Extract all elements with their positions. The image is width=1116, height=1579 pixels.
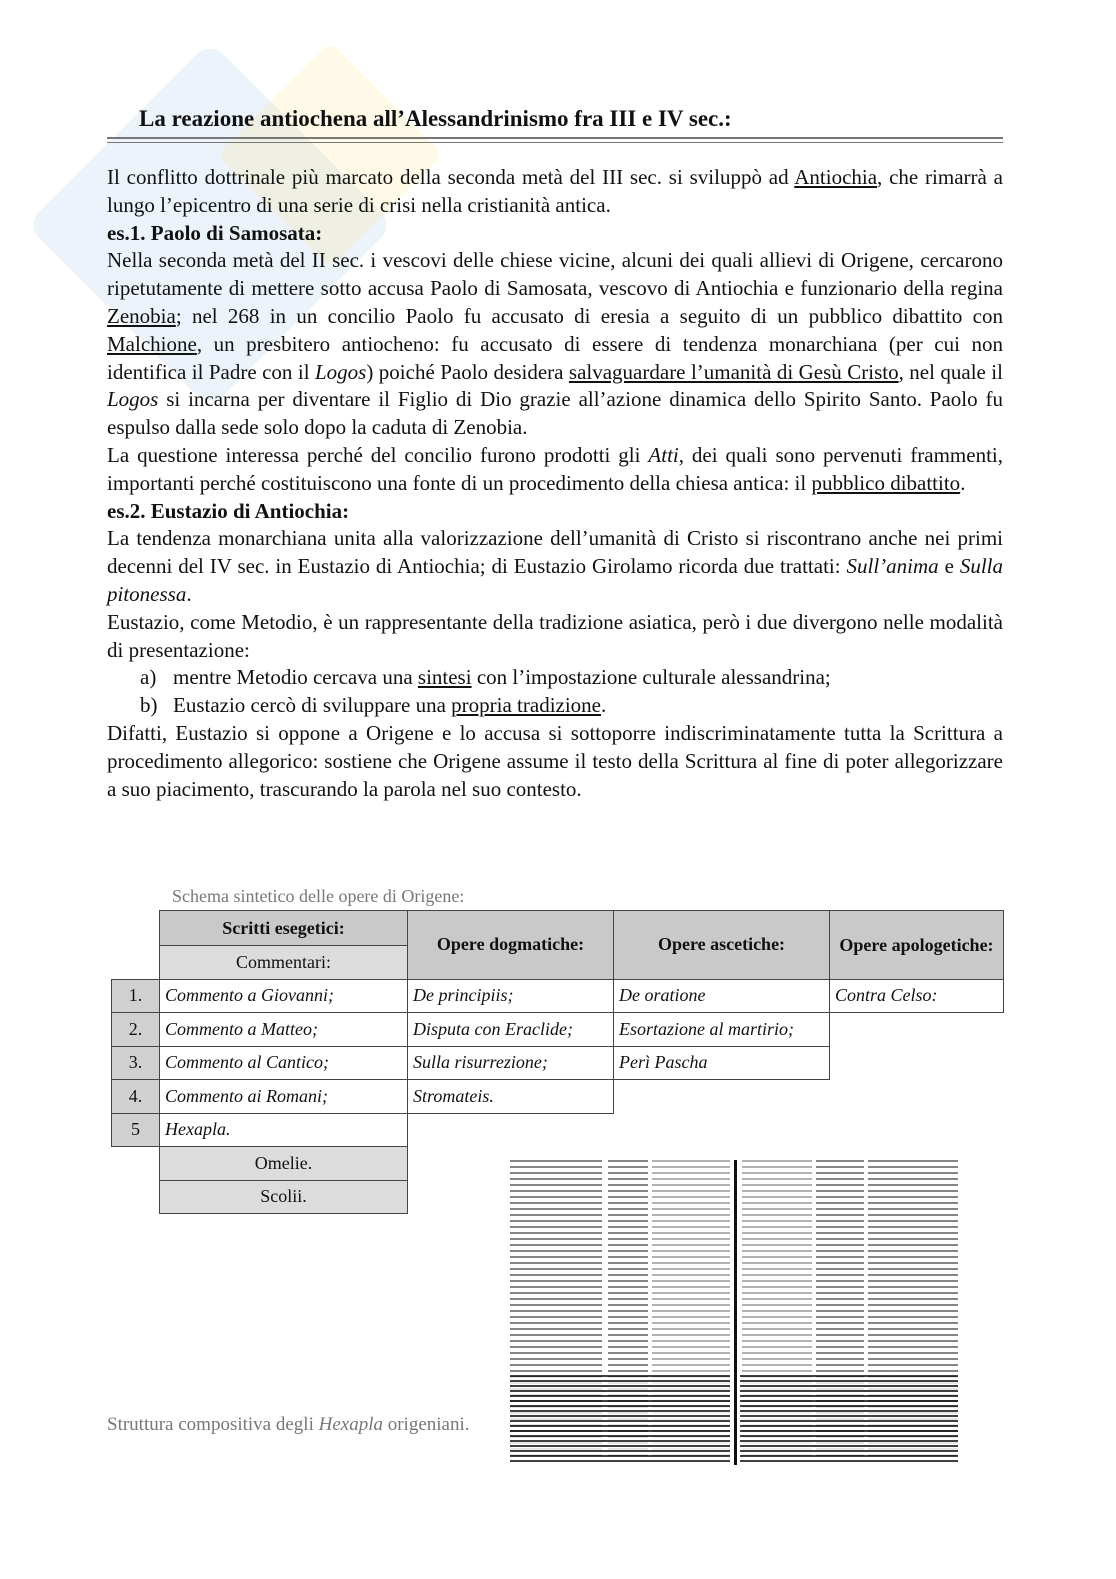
sintesi-link[interactable]: sintesi <box>417 665 472 690</box>
header-apologetic: Opere apologetiche: <box>830 911 1004 980</box>
hexapla-facsimile-image <box>510 1160 958 1465</box>
table-row: 1. Commento a Giovanni; De principiis; De oratione Contra Celso: <box>112 979 1004 1013</box>
malchione-link[interactable]: Malchione <box>107 331 197 356</box>
title-underline <box>107 137 1003 143</box>
propria-tradizione-link[interactable]: propria tradizione <box>451 693 602 718</box>
table-row: 4. Commento ai Romani; Stromateis. <box>112 1080 1004 1114</box>
header-dogmatic: Opere dogmatiche: <box>408 911 614 980</box>
section1-paragraph1: Nella seconda metà del II sec. i vescovi delle chiese vicine, alcuni dei quali allievi di Origene, cercarono ripetutamente di mettere sotto accusa Paolo di Samosata, vescovo di Antiochia e funzionario della regina Zenobia; nel 268 in un concilio Paolo fu accusato di eresia a seguito di un pubblico dibattito con Malchione, un presbitero antiocheno: fu accusato di essere di tendenza monarchiana (per cui non identifica il Padre con il Logos) poiché Paolo desidera salvaguardare l’umanità di Gesù Cristo, nel quale il Logos si incarna per diventare il Figlio di Dio grazie all’azione dinamica dello Spirito Santo. Paolo fu espulso dalla sede solo dopo la caduta di Zenobia. <box>107 248 1003 440</box>
header-exegetical: Scritti esegetici: <box>160 911 408 946</box>
intro-paragraph: Il conflitto dottrinale più marcato della seconda metà del III sec. si sviluppò ad Antiochia, che rimarrà a lungo l’epicentro di una serie di crisi nella cristianità antica. <box>107 165 1003 217</box>
list-item: b) Eustazio cercò di sviluppare una propria tradizione. <box>140 693 607 718</box>
zenobia-link[interactable]: Zenobia <box>107 303 176 328</box>
section1-heading: es.1. Paolo di Samosata: <box>107 220 323 245</box>
section2-paragraph1: La tendenza monarchiana unita alla valorizzazione dell’umanità di Cristo si riscontrano anche nei primi decenni del IV sec. in Eustazio di Antiochia; di Eustazio Girolamo ricorda due trattati: Sull’anima e Sulla pitonessa. <box>107 526 1003 606</box>
header-ascetic: Opere ascetiche: <box>614 911 830 980</box>
table-row-scolii: Scolii. <box>112 1180 1004 1214</box>
document-body <box>107 164 1003 803</box>
section1-paragraph2: La questione interessa perché del concilio furono prodotti gli Atti, dei quali sono pervenuti frammenti, importanti perché costituiscono una fonte di un procedimento della chiesa antica: il pubblico dibattito. <box>107 442 1003 495</box>
table-header-row <box>112 911 1004 946</box>
section2-paragraph2: Eustazio, come Metodio, è un rappresentante della tradizione asiatica, però i due divergono nelle modalità di presentazione: <box>107 609 1003 662</box>
section2-paragraph3: Difatti, Eustazio si oppone a Origene e lo accusa si sottoporre indiscriminatamente tutta la Scrittura a procedimento allegorico: sostiene che Origene assume il testo della Scrittura al fine di poter allegorizzare a suo piacimento, trascurando la parola nel suo contesto. <box>107 720 1003 801</box>
table-row-omelie: Omelie. <box>112 1147 1004 1181</box>
table-row: 5 Hexapla. <box>112 1113 1004 1147</box>
table-row: 3. Commento al Cantico; Sulla risurrezione; Perì Pascha <box>112 1046 1004 1080</box>
header-commentaries: Commentari: <box>160 946 408 980</box>
page-title: La reazione antiochena all’Alessandrinismo fra III e IV sec.: <box>139 106 732 131</box>
umanita-link[interactable]: salvaguardare l’umanità di Gesù Cristo <box>568 359 899 384</box>
section2-heading: es.2. Eustazio di Antiochia: <box>107 498 350 523</box>
figure-caption: Struttura compositiva degli Hexapla origeniani. <box>107 1414 470 1435</box>
table-caption: Schema sintetico delle opere di Origene: <box>172 886 465 906</box>
list-item: a) mentre Metodio cercava una sintesi con l’impostazione culturale alessandrina; <box>140 665 831 690</box>
image-divider <box>734 1160 737 1465</box>
pubblico-dibattito-link[interactable]: pubblico dibattito <box>811 470 961 495</box>
antiochia-link[interactable]: Antiochia <box>794 165 878 189</box>
comparison-list <box>107 664 1003 720</box>
table-row: 2. Commento a Matteo; Disputa con Eraclide; Esortazione al martirio; <box>112 1013 1004 1047</box>
